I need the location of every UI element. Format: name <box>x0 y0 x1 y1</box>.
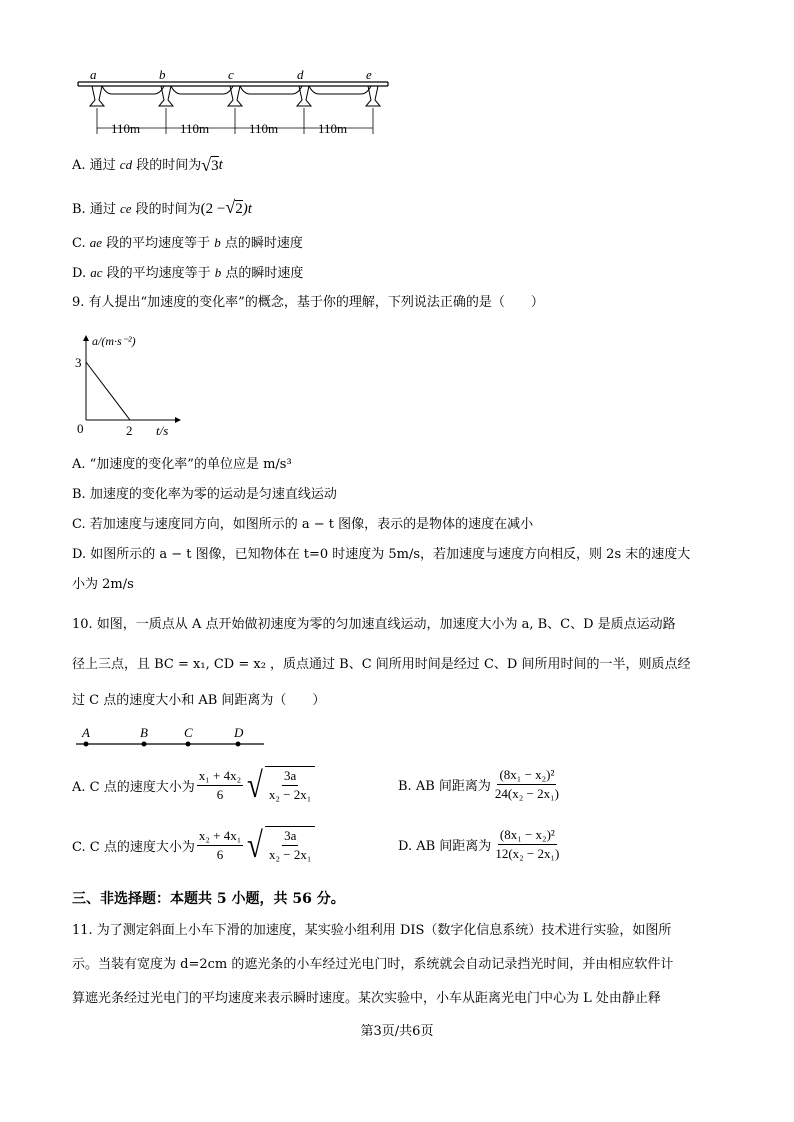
q10-option-d: D. AB 间距离为 $\frac{\text{(8x₁ − x₂)²}}{\text{12(x₂ − 2x₁)}}$ <box>398 827 560 861</box>
q9-graph-xtick: 2 <box>126 423 133 438</box>
q10-stem-line2: 径上三点，且 BC = x₁, CD = x₂ ，质点通过 B、C 间所用时间是经过 C、D 间所用时间的一半，则质点经 <box>72 657 691 672</box>
page-footer: 第3页/共6页 <box>360 1024 434 1039</box>
q8-option-a: A. 通过 cd 段的时间为 √ 3 t <box>72 155 223 175</box>
q10-option-a: A. C 点的速度大小为 $\frac{\text{x₁ + 4x₂}}{6}$ √ $\frac{3a}{\text{x₂ − 2x₁}}$ <box>72 766 315 804</box>
bridge-point-a: a <box>90 67 97 82</box>
q9-stem: 9. 有人提出“加速度的变化率”的概念，基于你的理解，下列说法正确的是（ ） <box>72 295 544 310</box>
bridge-point-b: b <box>159 67 166 82</box>
q9-option-b: B. 加速度的变化率为零的运动是匀速直线运动 <box>72 487 337 502</box>
bridge-segment-1: 110m <box>111 121 141 136</box>
q10-point-c: C <box>184 725 193 740</box>
bridge-segment-3: 110m <box>249 121 279 136</box>
q9-option-a: A. “加速度的变化率”的单位应是 m/s³ <box>72 457 292 472</box>
q10-stem-line3: 过 C 点的速度大小和 AB 间距离为（ ） <box>72 693 326 708</box>
q9-option-c: C. 若加速度与速度同方向，如图所示的 a − t 图像，表示的是物体的速度在减小 <box>72 517 534 532</box>
q9-graph-ylabel: a/(m·s⁻²) <box>92 334 136 348</box>
q10-point-d: D <box>234 725 244 740</box>
section-3-heading: 三、非选择题：本题共 5 小题，共 56 分。 <box>72 891 345 907</box>
bridge-segment-2: 110m <box>180 121 210 136</box>
q10-stem-line1: 10. 如图，一质点从 A 点开始做初速度为零的匀加速直线运动，加速度大小为 a, B、C、D 是质点运动路 <box>72 617 676 632</box>
q9-graph-xlabel: t/s <box>156 423 169 438</box>
q9-option-d-line2: 小为 2m/s <box>72 577 134 592</box>
q9-graph-ytick: 3 <box>75 355 82 370</box>
q10-point-b: B <box>140 725 148 740</box>
q10-option-b: B. AB 间距离为 $\frac{\text{(8x₁ − x₂)²}}{\text{24(x₂ − 2x₁)}}$ <box>398 767 559 801</box>
bridge-point-d: d <box>297 67 304 82</box>
q11-line2: 示。当装有宽度为 d=2cm 的遮光条的小车经过光电门时，系统就会自动记录挡光时间，并由相应软件计 <box>72 957 674 972</box>
bridge-point-e: e <box>366 67 372 82</box>
q9-option-d-line1: D. 如图所示的 a − t 图像，已知物体在 t=0 时速度为 5m/s，若加速度与速度方向相反，则 2s 末的速度大 <box>72 547 691 562</box>
q11-line1: 11. 为了测定斜面上小车下滑的加速度，某实验小组利用 DIS（数字化信息系统）技术进行实验，如图所 <box>72 923 672 938</box>
q10-option-c: C. C 点的速度大小为 $\frac{\text{x₂ + 4x₁}}{6}$ √ $\frac{3a}{\text{x₂ − 2x₁}}$ <box>72 826 315 864</box>
q9-graph-line <box>86 362 130 420</box>
bridge-segment-4: 110m <box>318 121 348 136</box>
q8-option-c: C. ae 段的平均速度等于 b 点的瞬时速度 <box>72 235 303 251</box>
q8-option-b: B. 通过 ce 段的时间为(2 −√2)t <box>72 197 252 217</box>
bridge-point-c: c <box>228 67 234 82</box>
q11-line3: 算遮光条经过光电门的平均速度来表示瞬时速度。某次实验中，小车从距离光电门中心为 L 处由静止释 <box>72 991 661 1006</box>
q8-option-d: D. ac 段的平均速度等于 b 点的瞬时速度 <box>72 265 304 281</box>
q10-point-a: A <box>82 725 90 740</box>
q9-graph-origin: 0 <box>77 421 84 436</box>
